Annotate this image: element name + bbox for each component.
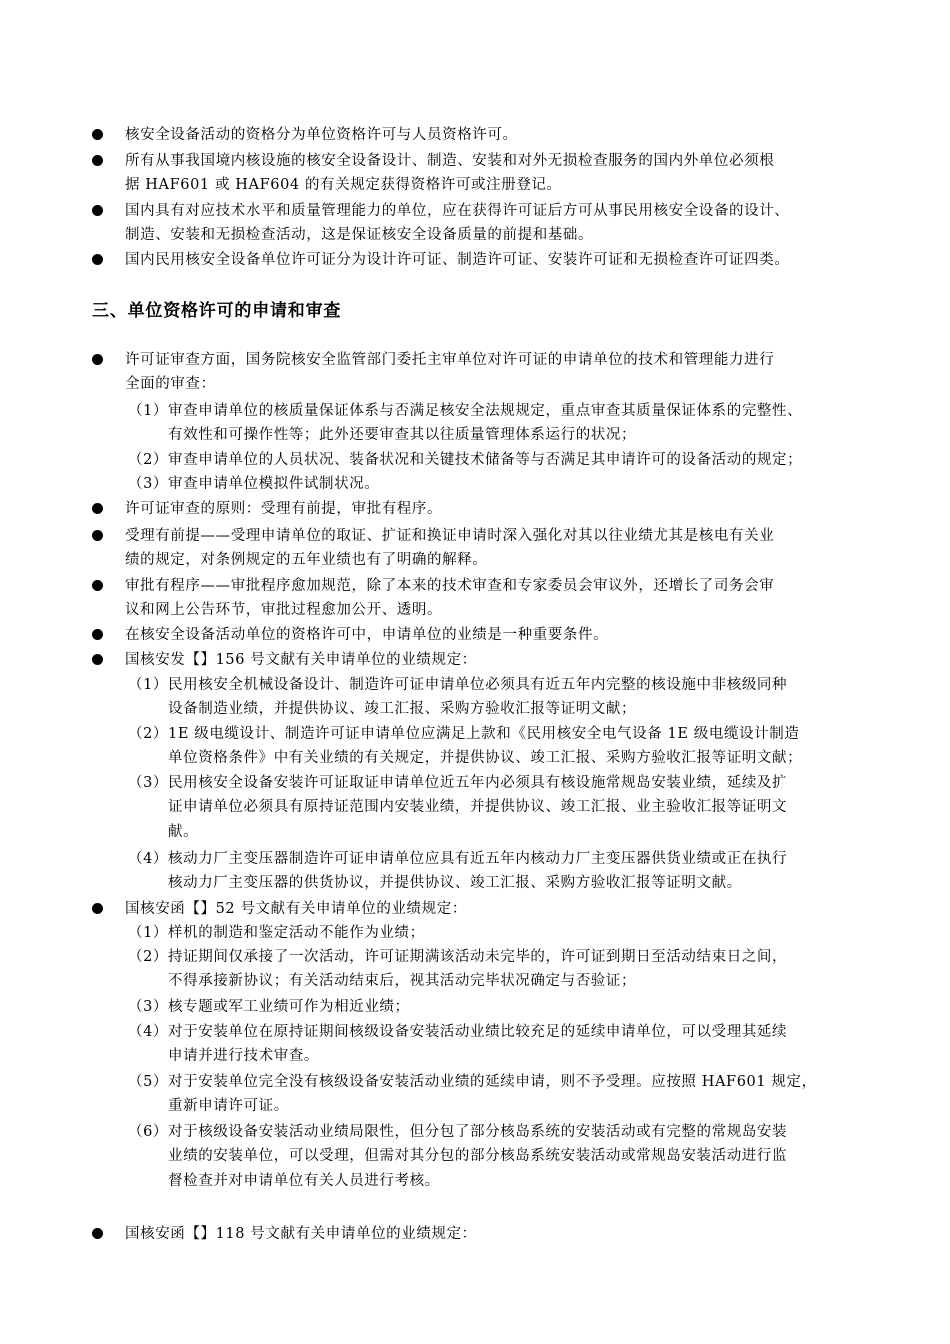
bullet-dot — [92, 254, 103, 265]
bullet-text: 国核安函【】118 号文献有关申请单位的业绩规定： — [125, 1226, 477, 1242]
bullet-text-continuation: 制造、安装和无损检查活动，这是保证核安全设备质量的前提和基础。 — [125, 227, 594, 243]
bullet-text-continuation: 绩的规定，对条例规定的五年业绩也有了明确的解释。 — [125, 552, 488, 568]
sub-item: （6）对于核级设备安装活动业绩局限性，但分包了部分核岛系统的安装活动或有完整的常规岛安装 — [128, 1124, 788, 1140]
sub-item-continuation: 设备制造业绩，并提供协议、竣工汇报、采购方验收汇报等证明文献； — [168, 701, 637, 717]
sub-item: （4）核动力厂主变压器制造许可证申请单位应具有近五年内核动力厂主变压器供货业绩或正在执行 — [128, 851, 788, 867]
bullet-dot — [92, 354, 103, 365]
sub-item: （3）核专题或军工业绩可作为相近业绩； — [128, 999, 410, 1015]
sub-item: （2）1E 级电缆设计、制造许可证申请单位应满足上款和《民用核安全电气设备 1E 级电缆设计制造 — [128, 726, 800, 742]
sub-item: （5）对于安装单位完全没有核级设备安装活动业绩的延续申请，则不予受理。应按照 HAF601 规定， — [128, 1074, 817, 1090]
bullet-text-continuation: 据 HAF601 或 HAF604 的有关规定获得资格许可或注册登记。 — [125, 177, 562, 193]
bullet-dot — [92, 580, 103, 591]
bullet-text: 国核安函【】52 号文献有关申请单位的业绩规定： — [125, 901, 467, 917]
bullet-text: 许可证审查方面，国务院核安全监管部门委托主审单位对许可证的申请单位的技术和管理能力进行 — [125, 352, 775, 368]
sub-item-continuation: 献。 — [168, 824, 199, 840]
bullet-dot — [92, 1228, 103, 1239]
bullet-text: 受理有前提——受理申请单位的取证、扩证和换证申请时深入强化对其以往业绩尤其是核电有关业 — [125, 528, 775, 544]
bullet-dot — [92, 629, 103, 640]
section-heading: 三、单位资格许可的申请和审查 — [92, 301, 342, 321]
bullet-dot — [92, 503, 103, 514]
bullet-dot — [92, 654, 103, 665]
bullet-text: 在核安全设备活动单位的资格许可中，申请单位的业绩是一种重要条件。 — [125, 627, 609, 643]
sub-item: （1）样机的制造和鉴定活动不能作为业绩； — [128, 925, 425, 941]
bullet-text: 许可证审查的原则：受理有前提，审批有程序。 — [125, 501, 443, 517]
sub-item: （1）审查申请单位的核质量保证体系与否满足核安全法规规定，重点审查其质量保证体系的完整性、 — [128, 403, 803, 419]
bullet-text: 国内具有对应技术水平和质量管理能力的单位，应在获得许可证后方可从事民用核安全设备的设计、 — [125, 203, 790, 219]
bullet-text: 所有从事我国境内核设施的核安全设备设计、制造、安装和对外无损检查服务的国内外单位必须根 — [125, 153, 775, 169]
sub-item-continuation: 证申请单位必须具有原持证范围内安装业绩，并提供协议、竣工汇报、业主验收汇报等证明文 — [168, 799, 788, 815]
bullet-text: 国核安发【】156 号文献有关申请单位的业绩规定： — [125, 652, 477, 668]
bullet-text: 核安全设备活动的资格分为单位资格许可与人员资格许可。 — [125, 127, 518, 143]
sub-item-continuation: 核动力厂主变压器的供货协议，并提供协议、竣工汇报、采购方验收汇报等证明文献。 — [168, 875, 742, 891]
sub-item-continuation: 有效性和可操作性等；此外还要审查其以往质量管理体系运行的状况； — [168, 427, 637, 443]
sub-item-continuation: 重新申请许可证。 — [168, 1098, 289, 1114]
bullet-dot — [92, 903, 103, 914]
sub-item: （3）审查申请单位模拟件试制状况。 — [128, 476, 380, 492]
sub-item-continuation: 单位资格条件》中有关业绩的有关规定，并提供协议、竣工汇报、采购方验收汇报等证明文献； — [168, 750, 803, 766]
bullet-text-continuation: 全面的审查： — [125, 376, 216, 392]
bullet-dot — [92, 155, 103, 166]
bullet-dot — [92, 530, 103, 541]
sub-item: （4）对于安装单位在原持证期间核级设备安装活动业绩比较充足的延续申请单位，可以受理其延续 — [128, 1024, 788, 1040]
sub-item-continuation: 申请并进行技术审查。 — [168, 1048, 319, 1064]
sub-item: （2）审查申请单位的人员状况、装备状况和关键技术储备等与否满足其申请许可的设备活动的规定； — [128, 452, 803, 468]
sub-item: （2）持证期间仅承接了一次活动，许可证期满该活动未完毕的，许可证到期日至活动结束日之间， — [128, 949, 788, 965]
bullet-text-continuation: 议和网上公告环节，审批过程愈加公开、透明。 — [125, 602, 443, 618]
sub-item-continuation: 不得承接新协议；有关活动结束后，视其活动完毕状况确定与否验证； — [168, 973, 637, 989]
bullet-dot — [92, 205, 103, 216]
bullet-dot — [92, 129, 103, 140]
bullet-text: 国内民用核安全设备单位许可证分为设计许可证、制造许可证、安装许可证和无损检查许可证四类。 — [125, 252, 790, 268]
sub-item: （3）民用核安全设备安装许可证取证申请单位近五年内必须具有核设施常规岛安装业绩，延续及扩 — [128, 775, 788, 791]
bullet-text: 审批有程序——审批程序愈加规范，除了本来的技术审查和专家委员会审议外，还增长了司务会审 — [125, 578, 775, 594]
sub-item-continuation: 督检查并对申请单位有关人员进行考核。 — [168, 1173, 440, 1189]
sub-item: （1）民用核安全机械设备设计、制造许可证申请单位必须具有近五年内完整的核设施中非核级同种 — [128, 677, 788, 693]
sub-item-continuation: 业绩的安装单位，可以受理，但需对其分包的部分核岛系统安装活动或常规岛安装活动进行监 — [168, 1148, 788, 1164]
